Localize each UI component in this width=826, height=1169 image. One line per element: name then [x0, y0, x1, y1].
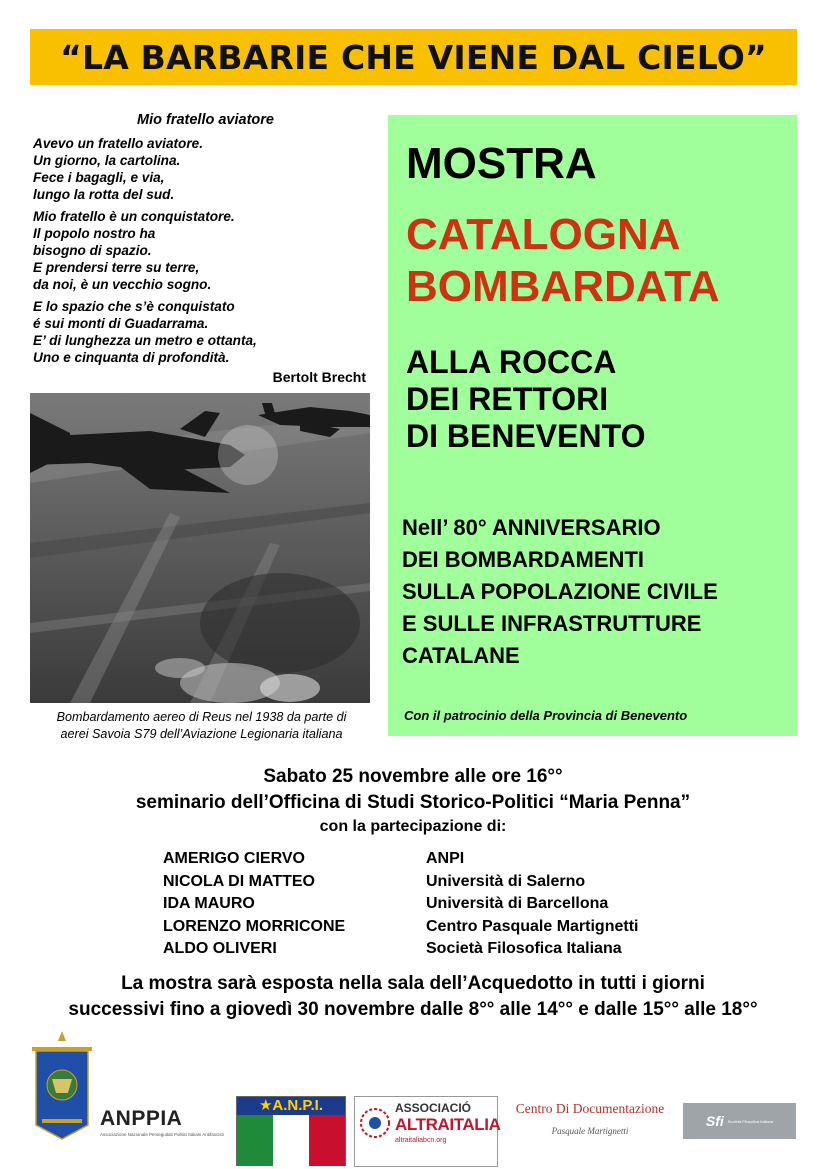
altraitalia-logo	[354, 1096, 501, 1167]
anpi-logo	[236, 1096, 346, 1166]
poem-line: Mio fratello è un conquistatore.	[33, 209, 235, 224]
anppia-subtitle: Associazione Nazionale Perseguitati Politici Italiani Antifascisti	[100, 1132, 224, 1137]
exhibit-line: La mostra sarà esposta nella sala dell’Acquedotto in tutti i giorni	[121, 973, 705, 994]
exhibit-line: successivi fino a giovedì 30 novembre dalle 8°° alle 14°° e dalle 15°° alle 18°°	[68, 999, 758, 1020]
poem	[33, 112, 368, 386]
altraitalia-url: altraitaliabcn.org	[395, 1137, 447, 1144]
title-line: CATALOGNA	[406, 210, 681, 259]
poem-stanza	[33, 135, 368, 203]
centro-signature: Pasquale Martignetti	[551, 1126, 629, 1136]
anpi-wordmark: ★A.N.P.I.	[237, 1097, 345, 1115]
anniversary-line: DEI BOMBARDAMENTI	[402, 547, 644, 572]
participant-row	[163, 848, 638, 871]
poem-line: E prendersi terre su terre,	[33, 260, 200, 275]
poem-line: Fece i bagagli, e via,	[33, 170, 165, 185]
poem-author: Bertolt Brecht	[272, 369, 366, 385]
altraitalia-emblem-icon	[359, 1107, 391, 1139]
sfi-subtitle: Società Filosofica Italiana	[727, 1118, 774, 1124]
title-banner	[30, 29, 797, 85]
participants-list	[163, 848, 638, 961]
poem-line: E’ di lunghezza un metro e ottanta,	[33, 333, 257, 348]
participant-name: ALDO OLIVERI	[163, 940, 277, 957]
sfi-logo	[683, 1103, 796, 1139]
event-info	[0, 764, 826, 838]
poem-line: Avevo un fratello aviatore.	[33, 136, 203, 151]
poem-line: é sui monti di Guadarrama.	[33, 316, 209, 331]
poem-line: Uno e cinquanta di profondità.	[33, 350, 230, 365]
banner-title: “LA BARBARIE CHE VIENE DAL CIELO”	[60, 37, 767, 77]
bombing-photo	[30, 393, 370, 703]
caption-line: Bombardamento aereo di Reus nel 1938 da parte di	[56, 710, 347, 724]
anniversary-text	[402, 512, 718, 672]
event-date: Sabato 25 novembre alle ore 16°°	[263, 766, 563, 787]
event-participation: con la partecipazione di:	[319, 818, 507, 835]
venue	[406, 344, 645, 455]
patronage-note: Con il patrocinio della Provincia di Benevento	[404, 708, 688, 723]
poem-line: da noi, è un vecchio sogno.	[33, 277, 212, 292]
mostra-heading: MOSTRA	[406, 139, 597, 188]
participant-name: LORENZO MORRICONE	[163, 917, 346, 935]
participant-org: Università di Salerno	[426, 872, 586, 890]
participant-row	[163, 938, 638, 961]
participant-row	[163, 916, 638, 939]
poem-line: Un giorno, la cartolina.	[33, 153, 181, 168]
poem-line: lungo la rotta del sud.	[33, 187, 175, 202]
centro-title: Centro Di Documentazione	[515, 1101, 665, 1116]
anniversary-line: E SULLE INFRASTRUTTURE	[402, 611, 702, 636]
poem-line: Il popolo nostro ha	[33, 226, 156, 241]
anppia-logo	[100, 1107, 228, 1167]
altraitalia-line2: ALTRAITALIA	[395, 1115, 501, 1134]
poem-line: bisogno di spazio.	[33, 243, 152, 258]
participant-org: Centro Pasquale Martignetti	[426, 917, 639, 935]
anniversary-line: SULLA POPOLAZIONE CIVILE	[402, 579, 718, 604]
venue-line: DEI RETTORI	[406, 381, 609, 417]
photo-caption	[24, 709, 379, 743]
participant-name: NICOLA DI MATTEO	[163, 872, 315, 890]
italian-flag-icon	[237, 1115, 345, 1166]
altraitalia-line1: ASSOCIACIÓ	[395, 1101, 472, 1115]
event-seminar: seminario dell’Officina di Studi Storico-Politici “Maria Penna”	[135, 792, 691, 813]
anniversary-line: Nell’ 80° ANNIVERSARIO	[402, 515, 661, 540]
participant-org: Società Filosofica Italiana	[426, 940, 622, 957]
venue-line: DI BENEVENTO	[406, 418, 646, 454]
poem-line: E lo spazio che s’è conquistato	[33, 299, 235, 314]
participant-org: ANPI	[426, 850, 465, 867]
participant-name: AMERIGO CIERVO	[163, 850, 305, 867]
centro-documentazione-logo	[510, 1101, 670, 1136]
exhibition-panel	[388, 115, 797, 736]
caption-line: aerei Savoia S79 dell’Aviazione Legionaria italiana	[60, 727, 343, 741]
participant-row	[163, 893, 638, 916]
poem-stanza	[33, 208, 368, 293]
benevento-gonfalone-logo	[30, 1029, 94, 1141]
sponsor-logos	[0, 1025, 826, 1169]
sfi-wordmark: Sfi	[705, 1113, 724, 1129]
participant-row	[163, 871, 638, 894]
poem-stanza	[33, 298, 368, 366]
exhibit-hours	[0, 971, 826, 1023]
participant-name: IDA MAURO	[163, 895, 255, 912]
title-line: BOMBARDATA	[406, 262, 720, 311]
anppia-wordmark: ANPPIA	[100, 1107, 183, 1130]
exhibition-title	[406, 209, 720, 313]
participant-org: Università di Barcellona	[426, 895, 609, 912]
anniversary-line: CATALANE	[402, 643, 520, 668]
venue-line: ALLA ROCCA	[406, 344, 617, 380]
poem-title: Mio fratello aviatore	[137, 112, 274, 128]
